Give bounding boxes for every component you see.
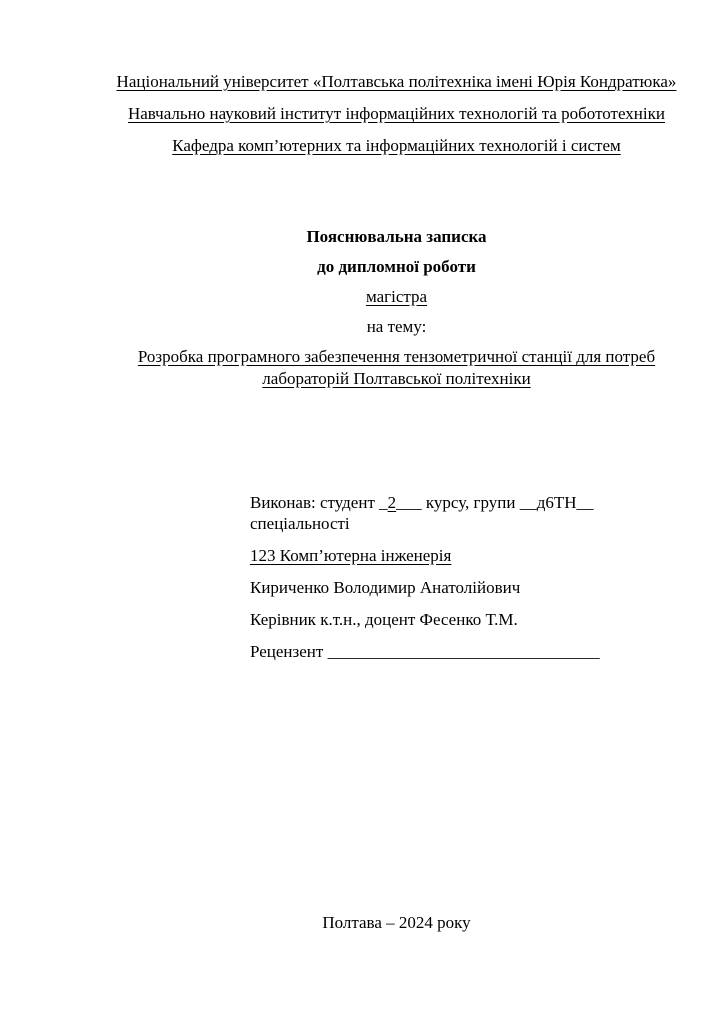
executor-middle: курсу, групи bbox=[421, 493, 520, 512]
university-name: Національний університет «Полтавська політехніка імені Юрія Кондратюка» bbox=[116, 72, 677, 91]
university-header bbox=[103, 0, 690, 162]
reviewer-label: Рецензент bbox=[250, 642, 328, 661]
university-name-line bbox=[103, 66, 690, 98]
executor-block bbox=[250, 492, 650, 662]
course-blank: ___ bbox=[396, 493, 422, 512]
course-value: 2 bbox=[387, 493, 397, 512]
title-block bbox=[103, 222, 690, 342]
city-year: Полтава – 2024 року bbox=[322, 913, 471, 932]
reviewer-blank: ________________________________ bbox=[327, 642, 600, 661]
group-blank: __ bbox=[576, 493, 594, 512]
department-name: Кафедра комп’ютерних та інформаційних технологій і систем bbox=[172, 136, 621, 155]
supervisor-line: Керівник к.т.н., доцент Фесенко Т.М. bbox=[250, 610, 518, 629]
speciality-code-line bbox=[250, 545, 650, 566]
thesis-topic: Розробка програмного забезпечення тензометричної станції для потреб лабораторій Полтавської політехніки bbox=[137, 347, 656, 388]
speciality-code: 123 Комп’ютерна інженерія bbox=[250, 546, 452, 565]
executor-line bbox=[250, 492, 650, 534]
city-year-line bbox=[103, 912, 690, 934]
course-blank: _ bbox=[379, 493, 388, 512]
thesis-topic-line bbox=[103, 346, 690, 390]
department-name-line bbox=[103, 130, 690, 162]
executor-prefix: Виконав: студент bbox=[250, 493, 380, 512]
group-value: д6ТН bbox=[536, 493, 577, 512]
institute-name: Навчально науковий інститут інформаційних технологій та робототехніки bbox=[127, 104, 665, 123]
institute-name-line bbox=[103, 98, 690, 130]
degree-level: магістра bbox=[365, 287, 428, 306]
speciality-word: спеціальності bbox=[250, 514, 350, 533]
document-subtitle: до дипломної роботи bbox=[317, 257, 476, 276]
reviewer-line bbox=[250, 641, 650, 662]
document-title: Пояснювальна записка bbox=[306, 227, 487, 246]
student-name: Кириченко Володимир Анатолійович bbox=[250, 578, 521, 597]
page-content bbox=[103, 0, 690, 1024]
group-blank: __ bbox=[519, 493, 537, 512]
degree-level-line bbox=[103, 282, 690, 312]
topic-label: на тему: bbox=[366, 317, 427, 336]
